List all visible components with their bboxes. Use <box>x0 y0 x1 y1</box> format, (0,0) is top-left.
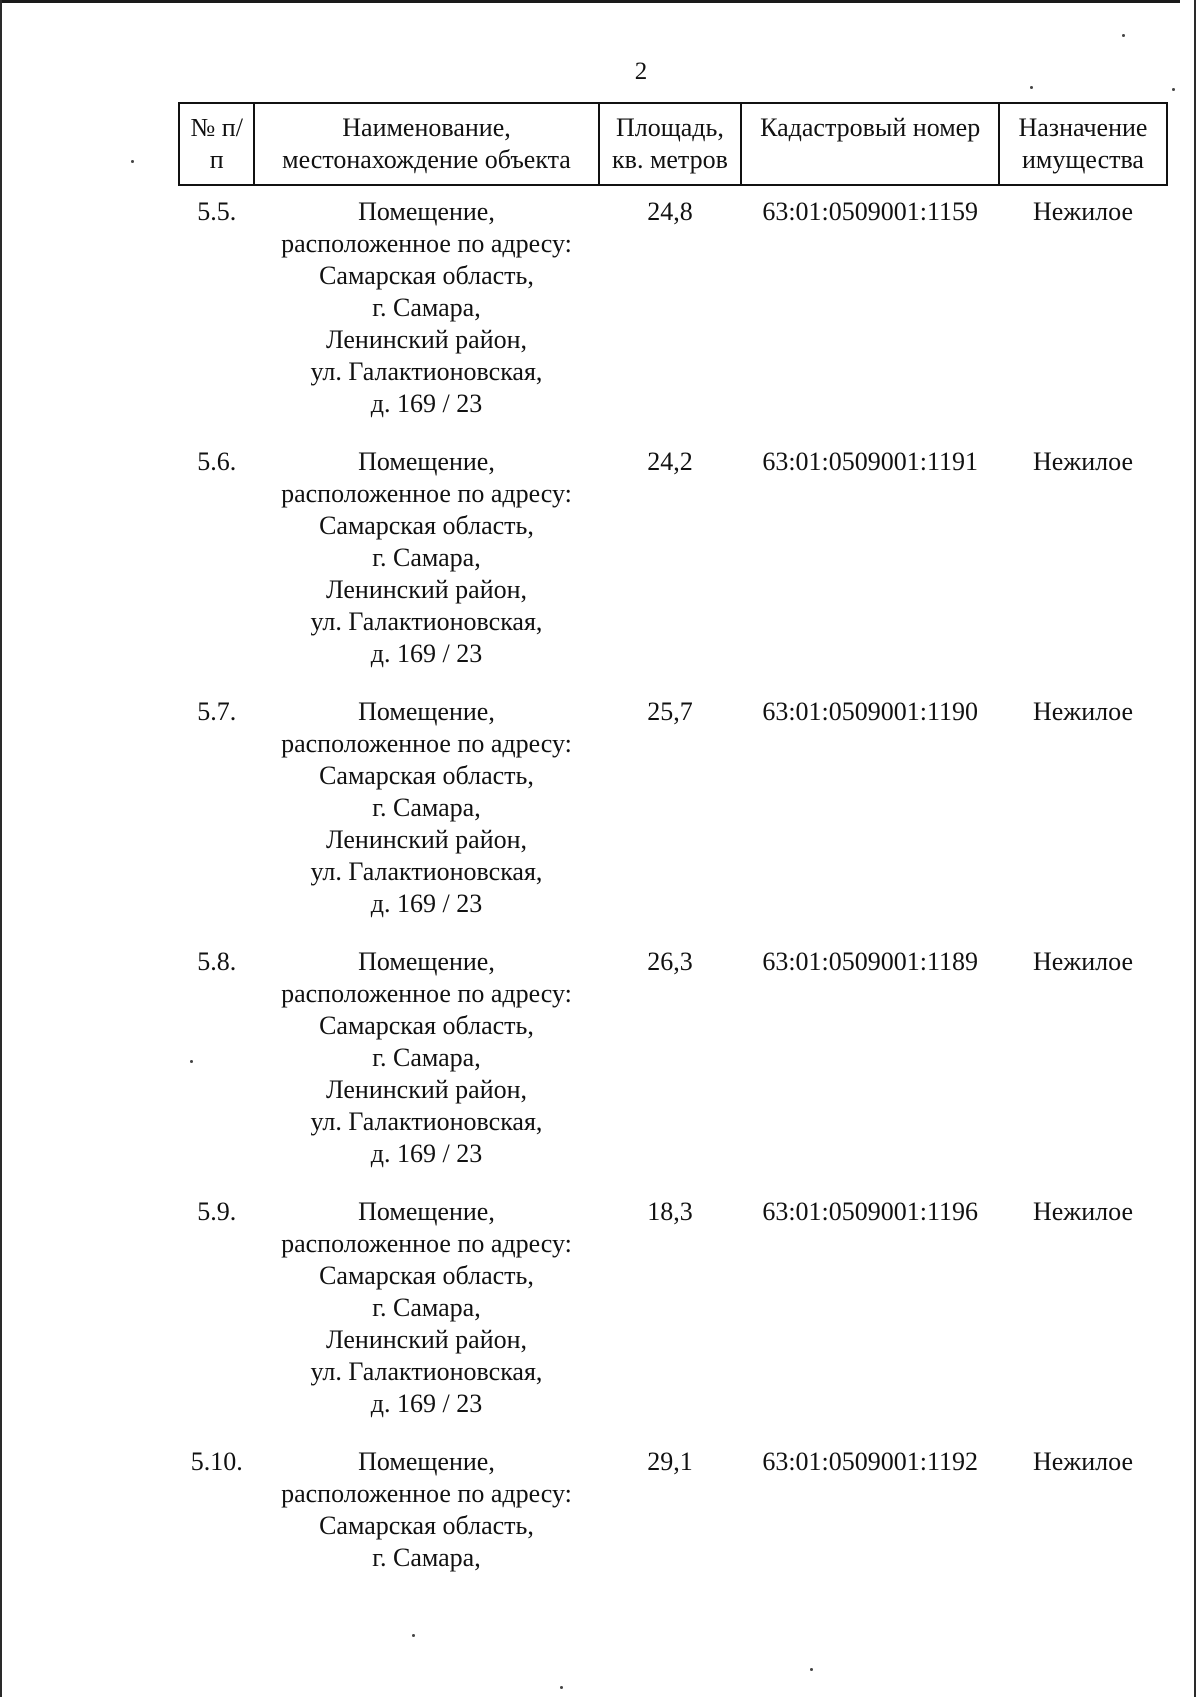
cell-address <box>254 1436 598 1596</box>
table-row <box>179 1436 1167 1596</box>
cell-area: 25,7 <box>647 697 693 726</box>
address-line: расположенное по адресу: <box>281 1479 572 1508</box>
address-line: Самарская область, <box>319 1011 534 1040</box>
scan-speck <box>190 1060 193 1063</box>
cell-cadastral: 63:01:0509001:1196 <box>762 1197 979 1226</box>
property-table <box>178 102 1168 1596</box>
address-line: Самарская область, <box>319 1511 534 1540</box>
cell-cadastral: 63:01:0509001:1189 <box>762 947 979 976</box>
table-row <box>179 936 1167 1186</box>
header-purpose: Назначение имущества <box>999 103 1167 185</box>
table-row <box>179 686 1167 936</box>
address-line: г. Самара, <box>372 543 481 572</box>
address-line: Ленинский район, <box>325 1075 528 1104</box>
address-line: расположенное по адресу: <box>281 229 572 258</box>
address-line: расположенное по адресу: <box>281 729 572 758</box>
header-cadastral: Кадастровый номер <box>741 103 999 185</box>
cell-cadastral: 63:01:0509001:1190 <box>762 697 979 726</box>
address-line: г. Самара, <box>372 293 481 322</box>
address-line: г. Самара, <box>372 1043 481 1072</box>
address-line: ул. Галактионовская, <box>310 607 543 636</box>
address-line: Помещение, <box>358 1197 495 1226</box>
scan-speck <box>412 1634 415 1637</box>
cell-purpose: Нежилое <box>1032 447 1133 476</box>
cell-address <box>254 436 598 686</box>
cell-area: 18,3 <box>647 1197 693 1226</box>
cell-purpose: Нежилое <box>1032 697 1133 726</box>
address-line: Помещение, <box>358 447 495 476</box>
header-area: Площадь, кв. метров <box>599 103 742 185</box>
address-line: ул. Галактионовская, <box>310 357 543 386</box>
scan-edge-right <box>1194 0 1196 1697</box>
scan-edge-top <box>0 0 1180 3</box>
address-line: д. 169 / 23 <box>370 639 483 668</box>
address-line: Самарская область, <box>319 1261 534 1290</box>
scan-speck <box>1030 86 1033 89</box>
address-line: расположенное по адресу: <box>281 979 572 1008</box>
address-line: Самарская область, <box>319 511 534 540</box>
address-line: д. 169 / 23 <box>370 1139 483 1168</box>
table-header-row <box>179 103 1167 185</box>
address-line: Ленинский район, <box>325 825 528 854</box>
cell-cadastral: 63:01:0509001:1159 <box>762 197 979 226</box>
address-line: ул. Галактионовская, <box>310 1357 543 1386</box>
address-line: ул. Галактионовская, <box>310 1107 543 1136</box>
header-name: Наименование, местонахождение объекта <box>254 103 598 185</box>
address-line: г. Самара, <box>372 793 481 822</box>
cell-num: 5.7. <box>197 697 237 726</box>
scan-speck <box>1172 88 1175 91</box>
address-line: расположенное по адресу: <box>281 1229 572 1258</box>
cell-num: 5.10. <box>190 1447 243 1476</box>
cell-num: 5.6. <box>197 447 237 476</box>
cell-purpose: Нежилое <box>1032 1197 1133 1226</box>
scan-speck <box>131 160 134 163</box>
cell-cadastral: 63:01:0509001:1192 <box>762 1447 979 1476</box>
cell-area: 29,1 <box>647 1447 693 1476</box>
table-row <box>179 185 1167 436</box>
cell-purpose: Нежилое <box>1032 197 1133 226</box>
header-num: № п/п <box>179 103 254 185</box>
address-line: г. Самара, <box>372 1293 481 1322</box>
scan-speck <box>1122 34 1125 37</box>
address-line: ул. Галактионовская, <box>310 857 543 886</box>
cell-address <box>254 1186 598 1436</box>
table-row <box>179 436 1167 686</box>
address-line: д. 169 / 23 <box>370 1389 483 1418</box>
address-line: расположенное по адресу: <box>281 479 572 508</box>
cell-address <box>254 686 598 936</box>
scan-edge-left <box>0 0 2 1697</box>
cell-num: 5.9. <box>197 1197 237 1226</box>
cell-area: 26,3 <box>647 947 693 976</box>
scan-speck <box>810 1668 813 1671</box>
cell-area: 24,8 <box>647 197 693 226</box>
cell-num: 5.5. <box>197 197 237 226</box>
cell-purpose: Нежилое <box>1032 947 1133 976</box>
table-row <box>179 1186 1167 1436</box>
scan-speck <box>560 1686 563 1689</box>
address-line: Помещение, <box>358 697 495 726</box>
address-line: Самарская область, <box>319 761 534 790</box>
cell-area: 24,2 <box>647 447 693 476</box>
address-line: Ленинский район, <box>325 575 528 604</box>
address-line: Самарская область, <box>319 261 534 290</box>
cell-num: 5.8. <box>197 947 237 976</box>
cell-address <box>254 185 598 436</box>
cell-purpose: Нежилое <box>1032 1447 1133 1476</box>
address-line: Ленинский район, <box>325 325 528 354</box>
cell-cadastral: 63:01:0509001:1191 <box>762 447 979 476</box>
table-body <box>179 185 1167 1596</box>
address-line: д. 169 / 23 <box>370 389 483 418</box>
address-line: Помещение, <box>358 1447 495 1476</box>
cell-address <box>254 936 598 1186</box>
address-line: г. Самара, <box>372 1543 481 1572</box>
page-number: 2 <box>634 58 648 85</box>
address-line: Помещение, <box>358 947 495 976</box>
address-line: д. 169 / 23 <box>370 889 483 918</box>
address-line: Ленинский район, <box>325 1325 528 1354</box>
address-line: Помещение, <box>358 197 495 226</box>
